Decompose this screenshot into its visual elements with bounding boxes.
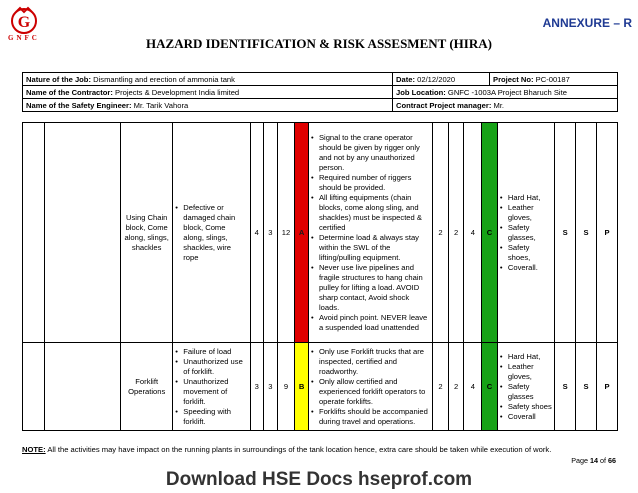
residual-probability-cell: 2 <box>433 123 449 343</box>
project-no-cell: Project No: PC-00187 <box>490 73 618 86</box>
download-link[interactable]: Download HSE Docs hseprof.com <box>165 469 473 490</box>
responsibility-cell: S <box>555 343 576 431</box>
date-cell: Date: 02/12/2020 <box>393 73 490 86</box>
residual-severity-cell: 2 <box>448 343 464 431</box>
table-row <box>23 123 618 343</box>
responsibility-cell: S <box>576 343 597 431</box>
job-info-table <box>22 72 618 112</box>
risk-score-cell: 9 <box>277 343 295 431</box>
probability-cell: 3 <box>250 343 264 431</box>
page-number: Page 14 of 66 <box>571 456 616 465</box>
severity-cell: 3 <box>264 343 278 431</box>
hira-table <box>22 122 618 431</box>
residual-score-cell: 4 <box>464 343 482 431</box>
blank-cell <box>44 123 120 343</box>
blank-cell <box>44 343 120 431</box>
risk-score-cell: 12 <box>277 123 295 343</box>
logo-text: GNFC <box>8 34 40 42</box>
page-title: HAZARD IDENTIFICATION & RISK ASSESMENT (HIRA) <box>146 36 492 51</box>
residual-probability-cell: 2 <box>433 343 449 431</box>
responsibility-cell: S <box>555 123 576 343</box>
blank-cell <box>23 123 45 343</box>
probability-cell: 4 <box>250 123 264 343</box>
risk-class-badge: B <box>295 343 309 431</box>
responsibility-cell: P <box>597 343 618 431</box>
responsibility-cell: S <box>576 123 597 343</box>
contractor-cell: Name of the Contractor: Projects & Development India limited <box>23 86 393 99</box>
severity-cell: 3 <box>264 123 278 343</box>
residual-class-badge: C <box>482 123 498 343</box>
blank-cell <box>23 343 45 431</box>
residual-score-cell: 4 <box>464 123 482 343</box>
table-row <box>23 343 618 431</box>
activity-cell: Forklift Operations <box>121 343 173 431</box>
footer-note: NOTE: All the activities may have impact on the running plants in surroundings of the tank location hence, extra care should be taken while execution of work. <box>22 445 552 454</box>
engineer-cell: Name of the Safety Engineer: Mr. Tarik Vahora <box>23 99 393 112</box>
svg-text:G: G <box>17 14 31 31</box>
ppe-cell: • Hard Hat, • Leather gloves, • Safety glasses, • Safety shoes, • Coverall. <box>497 123 554 343</box>
hazard-cell: • Defective or damaged chain block, Come along, slings, shackles, wire rope <box>173 123 250 343</box>
manager-cell: Contract Project manager: Mr. <box>393 99 618 112</box>
ppe-cell: • Hard Hat, • Leather gloves, • Safety glasses • Safety shoes • Coverall <box>497 343 554 431</box>
annexure-label: ANNEXURE – R <box>542 16 632 30</box>
location-cell: Job Location: GNFC -1003A Project Bharuch Site <box>393 86 618 99</box>
risk-class-badge: A <box>295 123 309 343</box>
residual-severity-cell: 2 <box>448 123 464 343</box>
responsibility-cell: P <box>597 123 618 343</box>
job-nature-cell: Nature of the Job: Dismantling and erection of ammonia tank <box>23 73 393 86</box>
control-measures-cell: • Only use Forklift trucks that are inspected, certified and roadworthy. • Only allow certified and experienced forklift operators to operate forklifts. • Forklifts should be accompanied during travel and operations. <box>308 343 432 431</box>
residual-class-badge: C <box>482 343 498 431</box>
hazard-cell: • Failure of load • Unauthorized use of forklift. • Unauthorized movement of forklift. • Speeding with forklift. <box>173 343 250 431</box>
control-measures-cell: • Signal to the crane operator should be given by rigger only and not by any unauthorized person. • Required number of riggers should be provided. • All lifting equipments (chain blocks, come along sling, and shackles) must be inspected & certified • Determine load & always stay within the SWL of the lifting/pulling equipment. • Never use live pipelines and fragile structures to hang chain pulley for lifting a load. AVOID sharp contact, Avoid shock loads. • Avoid pinch point. NEVER leave a suspended load unattended <box>308 123 432 343</box>
activity-cell: Using Chain block, Come along, slings, shackles <box>121 123 173 343</box>
